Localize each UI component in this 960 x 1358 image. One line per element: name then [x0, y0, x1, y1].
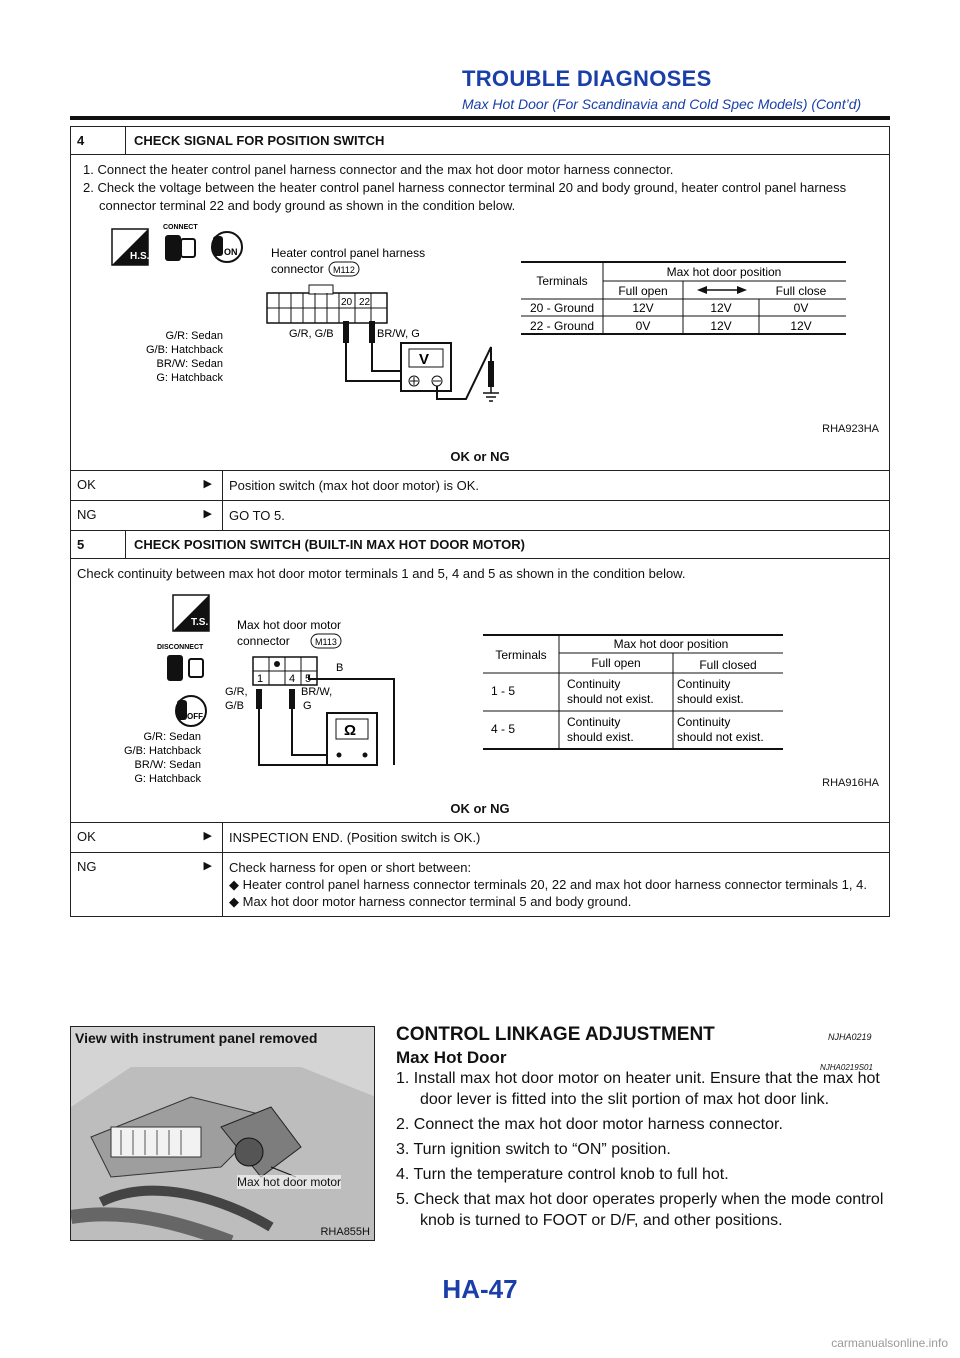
figure-rha916ha — [71, 589, 889, 799]
svg-text:OFF: OFF — [187, 712, 203, 721]
page-header-subtitle: Max Hot Door (For Scandinavia and Cold Spec Models) (Cont’d) — [462, 96, 862, 112]
svg-text:Max hot door position: Max hot door position — [613, 637, 729, 651]
result-label: NG — [77, 507, 97, 522]
wire-color-legend — [146, 330, 224, 384]
svg-text:4 - 5: 4 - 5 — [491, 722, 516, 736]
arrow-right-icon: ▶ — [203, 860, 212, 872]
result-label: OK — [77, 829, 96, 844]
instruction-line: 1. Connect the heater control panel harness connector and the max hot door motor harness connector. — [83, 162, 674, 177]
step-title: CHECK POSITION SWITCH (BUILT-IN MAX HOT DOOR MOTOR) — [134, 537, 525, 552]
svg-text:0V: 0V — [793, 301, 809, 315]
connector-label: Heater control panel harness — [271, 246, 426, 260]
pin-label: 20 — [341, 297, 353, 308]
continuity-table — [483, 635, 783, 749]
svg-text:Ω: Ω — [344, 722, 357, 739]
instrument-panel-photo — [70, 1026, 375, 1241]
connector-m112 — [267, 285, 387, 323]
instruction-line: 2. Check the voltage between the heater control panel harness connector terminal 20 and body ground, heater control panel harness connector terminal 22 and body ground as shown in the condition below. — [83, 180, 847, 213]
wire-label: G/R, — [225, 686, 248, 698]
figure-rha923ha — [71, 221, 889, 447]
svg-text:G: Hatchback: G: Hatchback — [134, 773, 201, 785]
wire-label: G/B — [225, 700, 244, 712]
ignition-off-icon — [176, 696, 206, 726]
list-item: 2. Connect the max hot door motor harness connector. — [396, 1116, 783, 1133]
svg-text:H.S.: H.S. — [130, 251, 150, 262]
page-header-title: TROUBLE DIAGNOSES — [462, 66, 712, 91]
svg-text:G/B: Hatchback: G/B: Hatchback — [123, 745, 201, 757]
svg-text:ON: ON — [224, 247, 238, 257]
step-5-body — [71, 559, 889, 823]
result-label: NG — [77, 859, 97, 874]
photo-callout: Max hot door motor — [237, 1175, 342, 1189]
step-4-box — [70, 126, 890, 531]
svg-text:1 - 5: 1 - 5 — [491, 684, 516, 698]
step-4-body — [71, 155, 889, 471]
heater-unit-illustration — [71, 1027, 375, 1241]
svg-text:Full closed: Full closed — [699, 658, 757, 672]
svg-text:Terminals: Terminals — [495, 648, 547, 662]
step-5-header — [71, 531, 889, 559]
svg-text:V: V — [419, 351, 430, 368]
list-item: 5. Check that max hot door operates properly when the mode control knob is turned to FOOT or D/F, and other positions. — [396, 1191, 884, 1229]
figure-id: RHA916HA — [822, 777, 879, 789]
connector-label: connector — [237, 634, 290, 648]
wire-label: B — [336, 662, 344, 674]
svg-text:BR/W: Sedan: BR/W: Sedan — [156, 358, 223, 370]
voltmeter-icon — [401, 343, 451, 391]
connector-label: Max hot door motor — [237, 618, 342, 632]
svg-text:Continuity: Continuity — [677, 715, 731, 729]
svg-text:Continuity: Continuity — [567, 715, 621, 729]
step-number: 4 — [71, 127, 126, 154]
svg-text:should exist.: should exist. — [567, 730, 634, 744]
list-item: 1. Install max hot door motor on heater unit. Ensure that the max hot door lever is fitted into the slit portion of max hot door link. — [396, 1070, 880, 1108]
result-row-ok — [71, 471, 889, 501]
ng-intro: Check harness for open or short between: — [229, 860, 472, 875]
continuity-check-diagram — [71, 589, 889, 799]
subsection-code: NJHA0219S01 — [820, 1063, 873, 1072]
svg-text:BR/W: Sedan: BR/W: Sedan — [134, 759, 201, 771]
svg-text:0V: 0V — [635, 319, 651, 333]
svg-text:DISCONNECT: DISCONNECT — [157, 644, 204, 651]
arrow-right-icon: ▶ — [203, 478, 212, 490]
ng-bullet: ◆ Heater control panel harness connector terminals 20, 22 and max hot door harness connector terminals 1, 4. — [229, 877, 867, 892]
subsection-title: Max Hot Door — [396, 1048, 507, 1067]
figure-id: RHA923HA — [822, 423, 879, 435]
step-4-instructions — [71, 155, 889, 221]
svg-text:Terminals: Terminals — [536, 274, 588, 288]
ground-icon — [483, 387, 499, 401]
connector-code: M113 — [315, 637, 337, 647]
step-number: 5 — [71, 531, 126, 558]
svg-text:20 - Ground: 20 - Ground — [529, 301, 595, 315]
result-label: OK — [77, 477, 96, 492]
svg-text:Full open: Full open — [618, 284, 668, 298]
result-row-ng — [71, 853, 889, 916]
ng-bullet: ◆ Max hot door motor harness connector terminal 5 and body ground. — [229, 894, 632, 909]
svg-text:should not exist.: should not exist. — [677, 730, 764, 744]
section-title: CONTROL LINKAGE ADJUSTMENT — [396, 1024, 715, 1045]
svg-text:T.S.: T.S. — [191, 617, 209, 628]
connector-code: M112 — [333, 265, 355, 275]
ok-or-ng-label: OK or NG — [450, 449, 510, 464]
ignition-on-icon — [212, 232, 242, 262]
svg-text:Max hot door position: Max hot door position — [666, 265, 782, 279]
step-title: CHECK SIGNAL FOR POSITION SWITCH — [134, 133, 385, 148]
result-text: GO TO 5. — [229, 508, 285, 523]
svg-text:G/R: Sedan: G/R: Sedan — [143, 731, 201, 743]
wire-color-legend — [124, 731, 202, 785]
svg-text:CONNECT: CONNECT — [163, 224, 198, 231]
wire-label: G — [303, 700, 312, 712]
watermark: carmanualsonline.info — [831, 1336, 948, 1350]
voltage-table — [521, 262, 846, 334]
result-text: INSPECTION END. (Position switch is OK.) — [229, 830, 481, 845]
connector-label: connector — [271, 262, 324, 276]
svg-text:12V: 12V — [710, 319, 732, 333]
svg-text:G/B: Hatchback: G/B: Hatchback — [145, 344, 223, 356]
svg-text:Continuity: Continuity — [677, 677, 731, 691]
wire-label: BR/W, — [301, 686, 333, 698]
page-number: HA-47 — [442, 1274, 518, 1304]
arrow-right-icon: ▶ — [203, 830, 212, 842]
list-item: 3. Turn ignition switch to “ON” position. — [396, 1141, 671, 1158]
pin-label: 1 — [257, 673, 264, 685]
hs-icon — [112, 229, 150, 265]
result-row-ng — [71, 501, 889, 530]
step-4-header — [71, 127, 889, 155]
adjustment-steps — [396, 1068, 892, 1235]
result-text — [223, 853, 889, 916]
header-rule — [70, 116, 890, 120]
ok-or-ng-label: OK or NG — [450, 801, 510, 816]
section-code: NJHA0219 — [828, 1032, 872, 1042]
list-item: 4. Turn the temperature control knob to full hot. — [396, 1166, 729, 1183]
connector-m113 — [253, 657, 317, 685]
step-5-instruction: Check continuity between max hot door motor terminals 1 and 5, 4 and 5 as shown in the condition below. — [77, 566, 686, 581]
step-5-box — [70, 530, 890, 917]
pin-label: 4 — [289, 673, 296, 685]
wire-label: G/R, G/B — [289, 328, 334, 340]
svg-text:Full open: Full open — [591, 656, 641, 670]
result-text: Position switch (max hot door motor) is OK. — [229, 478, 479, 493]
voltage-check-diagram — [71, 221, 889, 447]
wire-label: BR/W, G — [377, 328, 420, 340]
svg-text:Full close: Full close — [775, 284, 827, 298]
result-row-ok — [71, 823, 889, 853]
pin-label: 22 — [359, 297, 371, 308]
pin-label: 5 — [305, 673, 312, 685]
svg-text:12V: 12V — [632, 301, 654, 315]
ts-icon — [173, 595, 209, 631]
arrow-right-icon: ▶ — [203, 508, 212, 520]
connect-icon — [163, 224, 198, 261]
ohmmeter-icon — [327, 713, 377, 765]
svg-text:should not exist.: should not exist. — [567, 692, 654, 706]
svg-text:22 - Ground: 22 - Ground — [529, 319, 595, 333]
svg-text:should exist.: should exist. — [677, 692, 744, 706]
disconnect-icon — [157, 644, 204, 681]
svg-text:Continuity: Continuity — [567, 677, 621, 691]
svg-text:G/R: Sedan: G/R: Sedan — [165, 330, 223, 342]
svg-text:12V: 12V — [790, 319, 812, 333]
figure-id: RHA855H — [320, 1226, 370, 1238]
double-arrow-icon — [697, 286, 747, 294]
svg-text:12V: 12V — [710, 301, 732, 315]
photo-title: View with instrument panel removed — [75, 1030, 318, 1046]
svg-text:G: Hatchback: G: Hatchback — [156, 372, 223, 384]
